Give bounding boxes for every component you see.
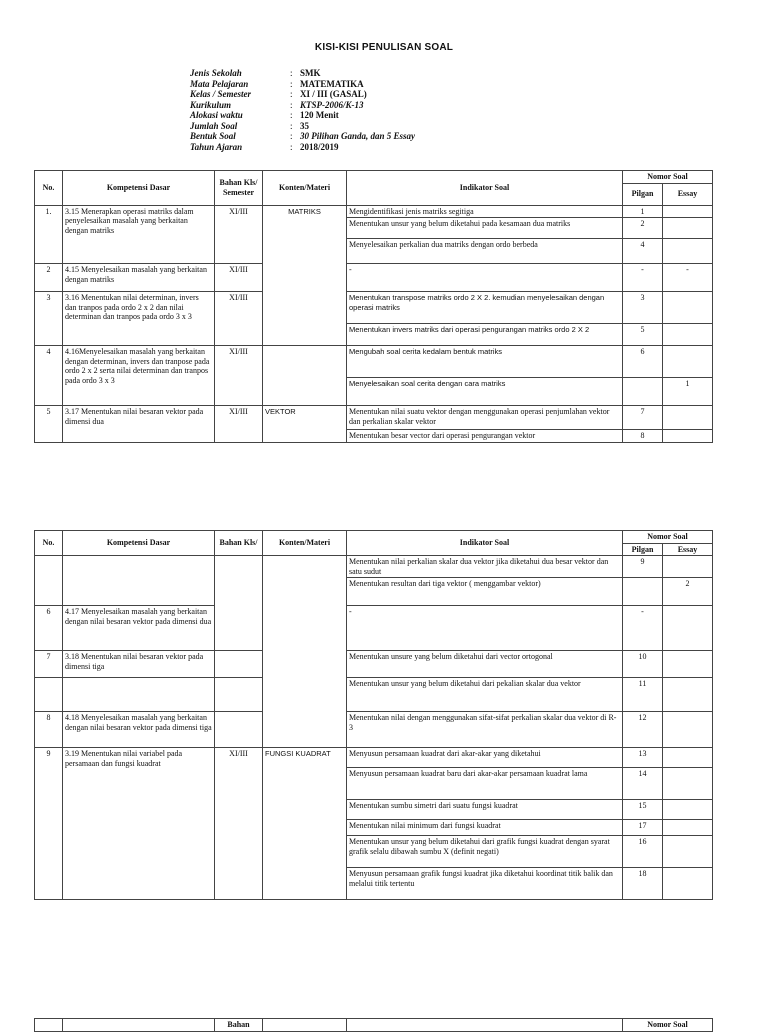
kisi-table-2 [34, 530, 713, 900]
pilgan-cell: 10 [623, 651, 663, 678]
kisi-table-1 [34, 170, 713, 443]
table-row [35, 292, 713, 324]
table-row [35, 606, 713, 651]
kompetensi-cell: 3.19 Menentukan nilai variabel pada persamaan dan fungsi kuadrat [63, 748, 215, 900]
row-number: 1. [35, 205, 63, 264]
indikator-cell: Menentukan nilai perkalian skalar dua vektor jika diketahui dua besar vektor dan satu sudut [347, 556, 623, 578]
indikator-cell: - [347, 606, 623, 651]
row-number [35, 678, 63, 712]
header-bahan: Bahan Kls/ [215, 531, 263, 556]
header-nomor-soal: Nomor Soal [623, 531, 713, 544]
meta-value: 35 [300, 120, 309, 131]
kompetensi-cell [63, 556, 215, 606]
kompetensi-cell: 4.16Menyelesaikan masalah yang berkaitan dengan determinan, invers dan tranpose pada ordo 2 x 2 serta nilai determinan dan tranpos pada ordo 3 x 3 [63, 346, 215, 406]
pilgan-cell: 6 [623, 346, 663, 378]
header-no: No. [35, 171, 63, 206]
pilgan-cell: 8 [623, 430, 663, 443]
essay-cell [663, 430, 713, 443]
essay-cell [663, 800, 713, 820]
meta-key: Kurikulum [190, 99, 232, 110]
meta-key: Bentuk Soal [190, 131, 236, 141]
materi-cell [263, 346, 347, 406]
kisi-table-3 [34, 1018, 713, 1032]
essay-cell [663, 346, 713, 378]
header-nomor-soal: Nomor Soal [623, 1019, 713, 1032]
meta-value: MATEMATIKA [300, 78, 364, 89]
row-number: 2 [35, 264, 63, 292]
essay-cell: 1 [663, 378, 713, 406]
meta-row: Alokasi waktu : 120 Menit [190, 110, 339, 120]
materi-cell [263, 556, 347, 748]
essay-cell [663, 651, 713, 678]
meta-row: Bentuk Soal : 30 Pilihan Ganda, dan 5 Essay [190, 131, 416, 141]
pilgan-cell: 5 [623, 324, 663, 346]
pilgan-cell: 12 [623, 712, 663, 748]
pilgan-cell: 14 [623, 768, 663, 800]
kelas-cell [215, 678, 263, 712]
row-number: 7 [35, 651, 63, 678]
kompetensi-cell: 4.17 Menyelesaikan masalah yang berkaitan dengan nilai besaran vektor pada dimensi dua [63, 606, 215, 651]
kompetensi-cell: 4.18 Menyelesaikan masalah yang berkaitan dengan nilai besaran vektor pada dimensi tiga [63, 712, 215, 748]
kelas-cell: XI/III [215, 748, 263, 900]
meta-key: Mata Pelajaran [190, 78, 249, 89]
kompetensi-cell: 3.18 Menentukan nilai besaran vektor pada dimensi tiga [63, 651, 215, 678]
essay-cell [663, 324, 713, 346]
meta-row: Mata Pelajaran : MATEMATIKA [190, 78, 364, 89]
header-bahan: Bahan [215, 1019, 263, 1032]
pilgan-cell: 17 [623, 820, 663, 836]
table-row [35, 678, 713, 712]
essay-cell [663, 868, 713, 900]
indikator-cell: Menentukan nilai minimum dari fungsi kuadrat [347, 820, 623, 836]
header-materi [263, 1019, 347, 1032]
essay-cell [663, 820, 713, 836]
essay-cell [663, 606, 713, 651]
row-number: 6 [35, 606, 63, 651]
indikator-cell: Menentukan transpose matriks ordo 2 X 2. kemudian menyelesaikan dengan operasi matriks [347, 292, 623, 324]
meta-key: Alokasi waktu [190, 110, 243, 120]
indikator-cell: Menentukan nilai suatu vektor dengan menggunakan operasi penjumlahan vektor dan perkalian skalar vektor [347, 406, 623, 430]
header-pilgan: Pilgan [623, 543, 663, 556]
header-no [35, 1019, 63, 1032]
materi-cell: VEKTOR [263, 406, 347, 443]
row-number: 5 [35, 406, 63, 443]
meta-row: Kelas / Semester : XI / III (GASAL) [190, 89, 367, 99]
row-number: 4 [35, 346, 63, 406]
indikator-cell: Menentukan unsure yang belum diketahui dari vector ortogonal [347, 651, 623, 678]
indikator-cell: - [347, 264, 623, 292]
pilgan-cell: 11 [623, 678, 663, 712]
kelas-cell: XI/III [215, 205, 263, 264]
essay-cell: 2 [663, 578, 713, 606]
meta-value: 30 Pilihan Ganda, dan 5 Essay [300, 131, 416, 141]
indikator-cell: Menentukan unsur yang belum diketahui pada kesamaan dua matriks [347, 218, 623, 239]
meta-key: Jumlah Soal [190, 120, 238, 131]
kompetensi-cell [63, 678, 215, 712]
materi-cell: FUNGSI KUADRAT [263, 748, 347, 900]
essay-cell: - [663, 264, 713, 292]
indikator-cell: Mengubah soal cerita kedalam bentuk matriks [347, 346, 623, 378]
pilgan-cell: 13 [623, 748, 663, 768]
indikator-cell: Menentukan sumbu simetri dari suatu fungsi kuadrat [347, 800, 623, 820]
table-row [35, 264, 713, 292]
kompetensi-cell: 3.17 Menentukan nilai besaran vektor pada dimensi dua [63, 406, 215, 443]
essay-cell [663, 748, 713, 768]
indikator-cell: Menentukan resultan dari tiga vektor ( menggambar vektor) [347, 578, 623, 606]
meta-value: XI / III (GASAL) [300, 89, 367, 99]
essay-cell [663, 836, 713, 868]
kelas-cell: XI/III [215, 264, 263, 292]
meta-key: Jenis Sekolah [190, 68, 242, 78]
header-materi: Konten/Materi [263, 171, 347, 206]
header-indikator: Indikator Soal [347, 531, 623, 556]
pilgan-cell [623, 578, 663, 606]
header-nomor-soal: Nomor Soal [623, 171, 713, 184]
header-essay: Essay [663, 543, 713, 556]
row-number [35, 556, 63, 606]
pilgan-cell: 15 [623, 800, 663, 820]
essay-cell [663, 768, 713, 800]
meta-value: 120 Menit [300, 110, 339, 120]
meta-row: Tahun Ajaran : 2018/2019 [190, 141, 339, 152]
table-row [35, 406, 713, 430]
meta-row: Jumlah Soal : 35 [190, 120, 309, 131]
row-number: 3 [35, 292, 63, 346]
header-essay: Essay [663, 183, 713, 205]
header-kompetensi: Kompetensi Dasar [63, 531, 215, 556]
header-bahan: Bahan Kls/ Semester [215, 171, 263, 206]
pilgan-cell: 1 [623, 205, 663, 218]
pilgan-cell: 3 [623, 292, 663, 324]
essay-cell [663, 678, 713, 712]
kompetensi-cell: 3.15 Menerapkan operasi matriks dalam penyelesaikan masalah yang berkaitan dengan matriks [63, 205, 215, 264]
header-indikator: Indikator Soal [347, 171, 623, 206]
indikator-cell: Menyusun persamaan kuadrat baru dari akar-akar persamaan kuadrat lama [347, 768, 623, 800]
table-row [35, 346, 713, 378]
kelas-cell [215, 712, 263, 748]
meta-key: Kelas / Semester [190, 89, 251, 99]
indikator-cell: Menentukan unsur yang belum diketahui dari grafik fungsi kuadrat dengan syarat grafik selalu dibawah sumbu X (definit negati) [347, 836, 623, 868]
indikator-cell: Menentukan nilai dengan menggunakan sifat-sifat perkalian skalar dua vektor di R-3 [347, 712, 623, 748]
pilgan-cell: 2 [623, 218, 663, 239]
essay-cell [663, 218, 713, 239]
kompetensi-cell: 4.15 Menyelesaikan masalah yang berkaitan dengan matriks [63, 264, 215, 292]
essay-cell [663, 239, 713, 264]
essay-cell [663, 712, 713, 748]
indikator-cell: Menyusun persamaan grafik fungsi kuadrat jika diketahui koordinat titik balik dan melalui titik tertentu [347, 868, 623, 900]
table-row [35, 205, 713, 218]
table-row [35, 556, 713, 578]
kelas-cell: XI/III [215, 346, 263, 406]
pilgan-cell: - [623, 264, 663, 292]
row-number: 9 [35, 748, 63, 900]
pilgan-cell [623, 378, 663, 406]
kelas-cell: XI/III [215, 292, 263, 346]
table-row [35, 748, 713, 768]
header-kompetensi: Kompetensi Dasar [63, 171, 215, 206]
indikator-cell: Menentukan unsur yang belum diketahui dari pekalian skalar dua vektor [347, 678, 623, 712]
row-number: 8 [35, 712, 63, 748]
pilgan-cell: 16 [623, 836, 663, 868]
header-indikator [347, 1019, 623, 1032]
kelas-cell [215, 556, 263, 651]
pilgan-cell: 7 [623, 406, 663, 430]
essay-cell [663, 556, 713, 578]
pilgan-cell: 18 [623, 868, 663, 900]
indikator-cell: Menentukan invers matriks dari operasi pengurangan matriks ordo 2 X 2 [347, 324, 623, 346]
indikator-cell: Menyelesaikan soal cerita dengan cara matriks [347, 378, 623, 406]
page-title: KISI-KISI PENULISAN SOAL [314, 42, 454, 53]
kelas-cell: XI/III [215, 406, 263, 443]
pilgan-cell: 4 [623, 239, 663, 264]
indikator-cell: Menentukan besar vector dari operasi pengurangan vektor [347, 430, 623, 443]
kelas-cell [215, 651, 263, 678]
essay-cell [663, 406, 713, 430]
indikator-cell: Menyelesaikan perkalian dua matriks dengan ordo berbeda [347, 239, 623, 264]
meta-value: 2018/2019 [300, 141, 339, 152]
materi-cell: MATRIKS [263, 205, 347, 346]
indikator-cell: Menyusun persamaan kuadrat dari akar-akar yang diketahui [347, 748, 623, 768]
table-row [35, 651, 713, 678]
pilgan-cell: 9 [623, 556, 663, 578]
pilgan-cell: - [623, 606, 663, 651]
indikator-cell: Mengidentifikasi jenis matriks segitiga [347, 205, 623, 218]
header-pilgan: Pilgan [623, 183, 663, 205]
header-materi: Konten/Materi [263, 531, 347, 556]
meta-key: Tahun Ajaran [190, 141, 243, 152]
meta-row: Jenis Sekolah : SMK [190, 68, 321, 78]
meta-value: KTSP-2006/K-13 [300, 99, 364, 110]
table-row [35, 712, 713, 748]
essay-cell [663, 205, 713, 218]
kompetensi-cell: 3.16 Menentukan nilai determinan, invers dan tranpos pada ordo 2 x 2 dan nilai determinan dan tranpos pada ordo 3 x 3 [63, 292, 215, 346]
header-kompetensi [63, 1019, 215, 1032]
essay-cell [663, 292, 713, 324]
meta-row: Kurikulum : KTSP-2006/K-13 [190, 99, 364, 110]
document-meta [190, 68, 415, 152]
meta-value: SMK [300, 68, 321, 78]
header-no: No. [35, 531, 63, 556]
